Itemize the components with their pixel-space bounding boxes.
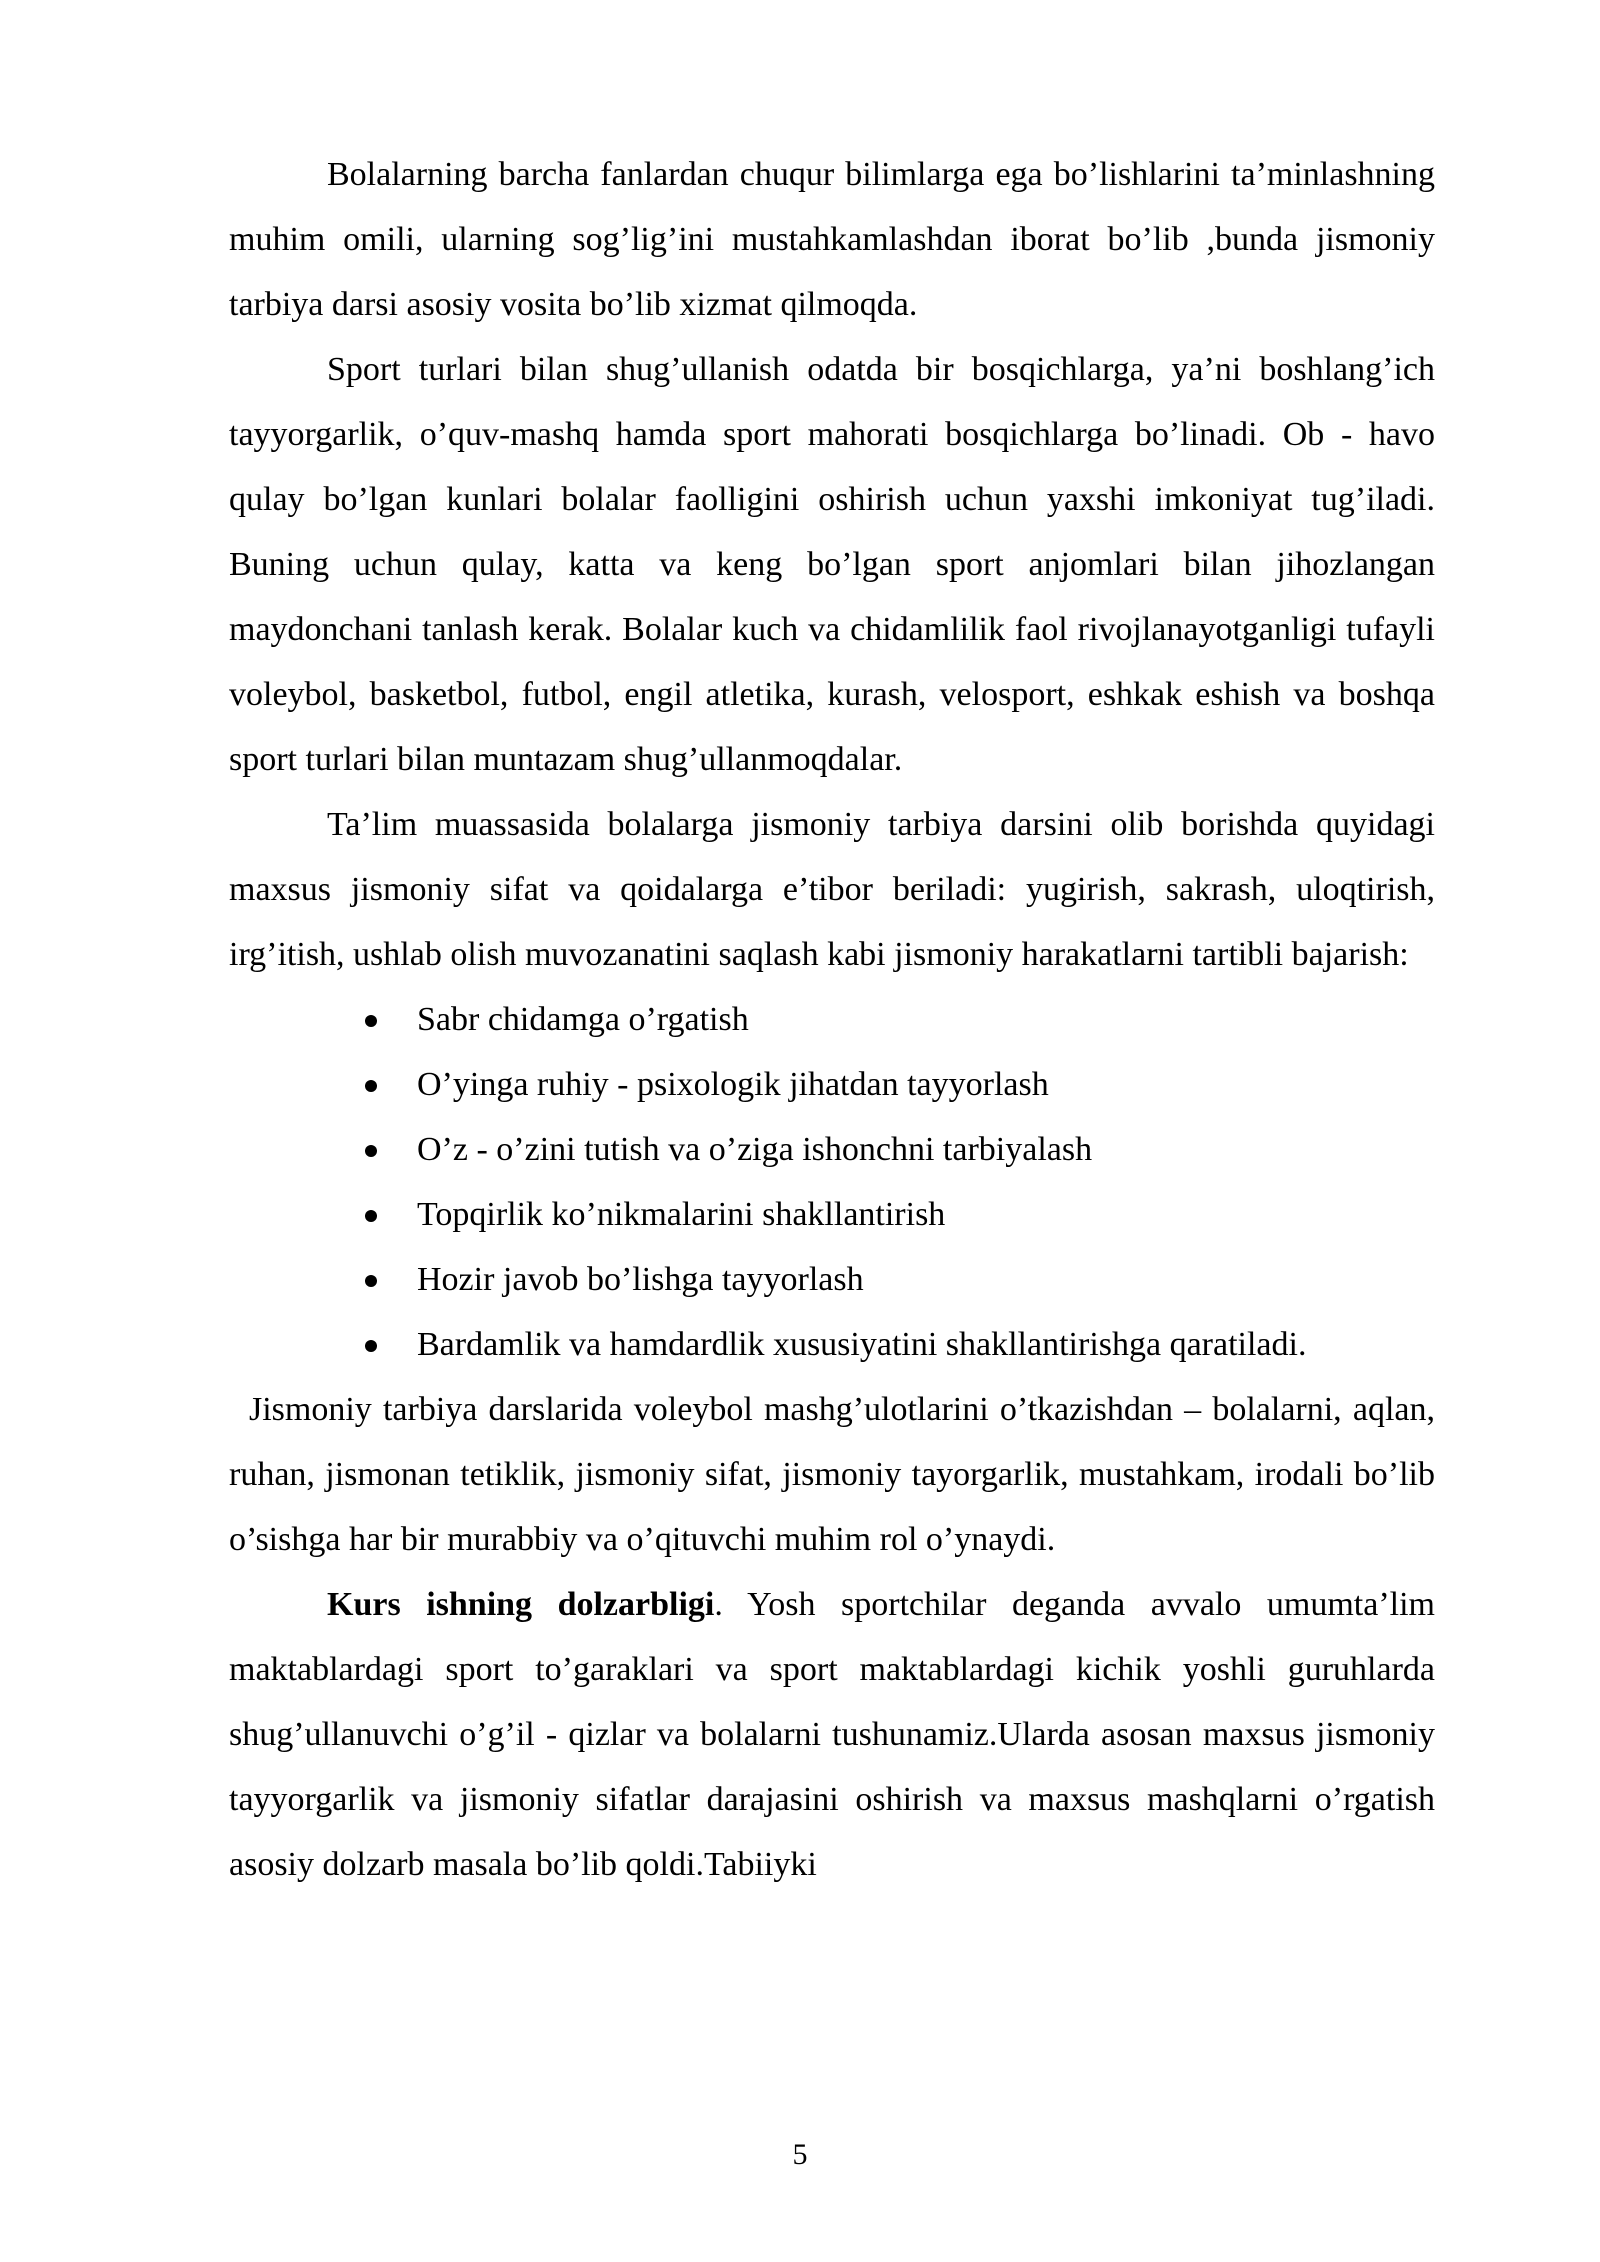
- bullet-icon: [365, 1340, 377, 1352]
- list-item-text: O’yinga ruhiy - psixologik jihatdan tayyorlash: [417, 1066, 1049, 1103]
- list-item-text: Sabr chidamga o’rgatish: [417, 1001, 749, 1038]
- list-item: [365, 1052, 1435, 1117]
- list-item: [365, 1182, 1435, 1247]
- bullet-icon: [365, 1210, 377, 1222]
- page-number: 5: [792, 2138, 808, 2171]
- paragraph-4: Jismoniy tarbiya darslarida voleybol mashg’ulotlarini o’tkazishdan – bolalarni, aqlan, ruhan, jismonan tetiklik, jismoniy sifat, jismoniy tayorgarlik, mustahkam, irodali bo’lib o’sishga har bir murabbiy va o’qituvchi muhim rol o’ynaydi.: [229, 1391, 1435, 1558]
- list-item: [365, 1117, 1435, 1182]
- page-body: [229, 142, 1435, 1897]
- list-item: [365, 987, 1435, 1052]
- paragraph-5-text: . Yosh sportchilar deganda avvalo umumta’lim maktablardagi sport to’garaklari va sport maktablardagi kichik yoshli guruhlarda shug’ullanuvchi o’g’il - qizlar va bolalarni tushunamiz.Ularda asosan maxsus jismoniy tayyorgarlik va jismoniy sifatlar darajasini oshirish va maxsus mashqlarni o’rgatish asosiy dolzarb masala bo’lib qoldi.Tabiiyki: [229, 1586, 1435, 1883]
- list-item: [365, 1312, 1435, 1377]
- list-item: [365, 1247, 1435, 1312]
- list-item-text: Topqirlik ko’nikmalarini shakllantirish: [417, 1196, 946, 1233]
- bullet-icon: [365, 1145, 377, 1157]
- list-item-text: O’z - o’zini tutish va o’ziga ishonchni tarbiyalash: [417, 1131, 1093, 1168]
- bullet-icon: [365, 1015, 377, 1027]
- section-heading: Kurs ishning dolzarbligi: [327, 1586, 715, 1623]
- paragraph-3: Ta’lim muassasida bolalarga jismoniy tarbiya darsini olib borishda quyidagi maxsus jismoniy sifat va qoidalarga e’tibor beriladi: yugirish, sakrash, uloqtirish, irg’itish, ushlab olish muvozanatini saqlash kabi jismoniy harakatlarni tartibli bajarish:: [229, 806, 1435, 973]
- bullet-list: [229, 987, 1435, 1377]
- paragraph-1: Bolalarning barcha fanlardan chuqur bilimlarga ega bo’lishlarini ta’minlashning muhim omili, ularning sog’lig’ini mustahkamlashdan iborat bo’lib ,bunda jismoniy tarbiya darsi asosiy vosita bo’lib xizmat qilmoqda.: [229, 156, 1435, 323]
- paragraph-2: Sport turlari bilan shug’ullanish odatda bir bosqichlarga, ya’ni boshlang’ich tayyorgarlik, o’quv-mashq hamda sport mahorati bosqichlarga bo’linadi. Ob - havo qulay bo’lgan kunlari bolalar faolligini oshirish uchun yaxshi imkoniyat tug’iladi. Buning uchun qulay, katta va keng bo’lgan sport anjomlari bilan jihozlangan maydonchani tanlash kerak. Bolalar kuch va chidamlilik faol rivojlanayotganligi tufayli voleybol, basketbol, futbol, engil atletika, kurash, velosport, eshkak eshish va boshqa sport turlari bilan muntazam shug’ullanmoqdalar.: [229, 351, 1435, 778]
- list-item-text: Hozir javob bo’lishga tayyorlash: [417, 1261, 864, 1298]
- bullet-icon: [365, 1275, 377, 1287]
- paragraph-5: [229, 1572, 1435, 1897]
- bullet-icon: [365, 1080, 377, 1092]
- list-item-text: Bardamlik va hamdardlik xususiyatini shakllantirishga qaratiladi.: [417, 1326, 1307, 1363]
